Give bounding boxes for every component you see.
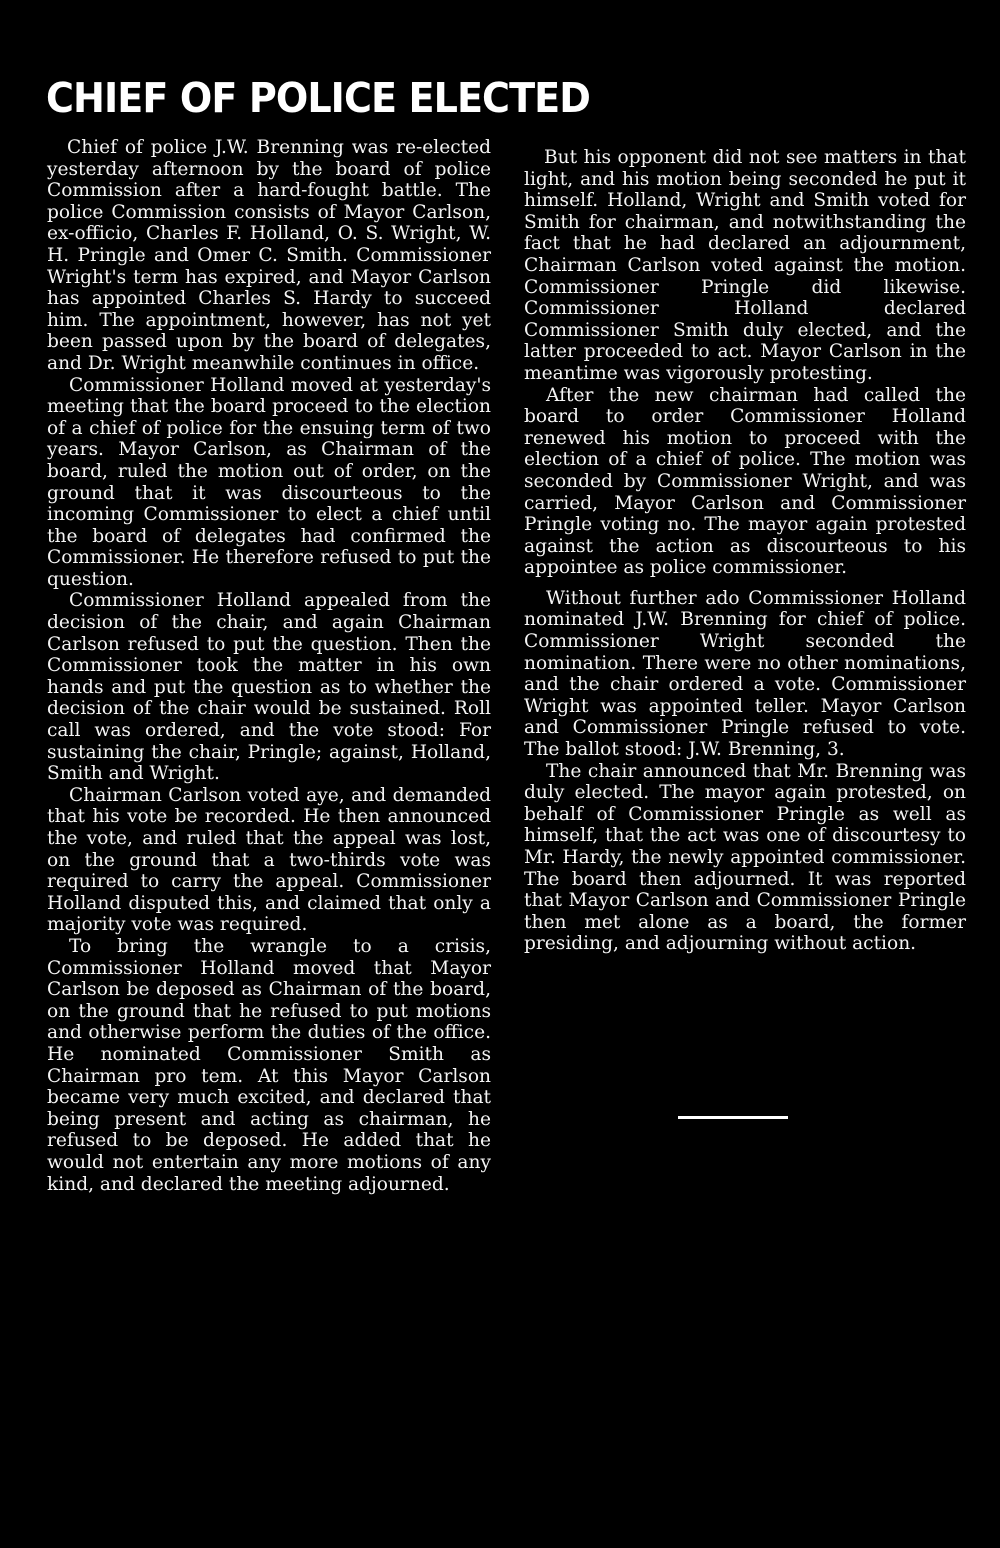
paragraph: Chief of police J.W. Brenning was re-elected yesterday afternoon by the board of police Commission after a hard-fought battle. The police Commission consists of Mayor Carlson, ex-officio, Charles F. Holland, O. S. Wright, W. H. Pringle and Omer C. Smith. Commissioner Wright's term has expired, and Mayor Carlson has appointed Charles S. Hardy to succeed him. The appointment, however, has not yet been passed upon by the board of delegates, and Dr. Wright meanwhile continues in office.: [47, 137, 491, 374]
right-column: [524, 147, 966, 955]
paragraph: After the new chairman had called the board to order Commissioner Holland renewed his motion to proceed with the election of a chief of police. The motion was seconded by Commissioner Wright, and was carried, Mayor Carlson and Commissioner Pringle voting no. The mayor again protested against the action as discourteous to his appointee as police commissioner.: [524, 384, 966, 579]
end-rule: [678, 1116, 788, 1119]
paragraph: Commissioner Holland moved at yesterday's meeting that the board proceed to the election of a chief of police for the ensuing term of two years. Mayor Carlson, as Chairman of the board, ruled the motion out of order, on the ground that it was discourteous to the incoming Commissioner to elect a chief until the board of delegates had confirmed the Commissioner. He therefore refused to put the question.: [47, 374, 491, 590]
paragraph: Chairman Carlson voted aye, and demanded that his vote be recorded. He then announced the vote, and ruled that the appeal was lost, on the ground that a two-thirds vote was required to carry the appeal. Commissioner Holland disputed this, and claimed that only a majority vote was required.: [47, 784, 491, 936]
paragraph: The chair announced that Mr. Brenning was duly elected. The mayor again protested, on behalf of Commissioner Pringle as well as himself, that the act was one of discourtesy to Mr. Hardy, the newly appointed commissioner. The board then adjourned. It was reported that Mayor Carlson and Commissioner Pringle then met alone as a board, the former presiding, and adjourning without action.: [524, 760, 966, 955]
paragraph: Commissioner Holland appealed from the decision of the chair, and again Chairman Carlson refused to put the question. Then the Commissioner took the matter in his own hands and put the question as to whether the decision of the chair would be sustained. Roll call was ordered, and the vote stood: For sustaining the chair, Pringle; against, Holland, Smith and Wright.: [47, 590, 491, 785]
article-headline: CHIEF OF POLICE ELECTED: [46, 74, 591, 122]
paragraph: To bring the wrangle to a crisis, Commissioner Holland moved that Mayor Carlson be deposed as Chairman of the board, on the ground that he refused to put motions and otherwise perform the duties of the office. He nominated Commissioner Smith as Chairman pro tem. At this Mayor Carlson became very much excited, and declared that being present and acting as chairman, he refused to be deposed. He added that he would not entertain any more motions of any kind, and declared the meeting adjourned.: [47, 935, 491, 1195]
paragraph: Without further ado Commissioner Holland nominated J.W. Brenning for chief of police. Commissioner Wright seconded the nomination. There were no other nominations, and the chair ordered a vote. Commissioner Wright was appointed teller. Mayor Carlson and Commissioner Pringle refused to vote. The ballot stood: J.W. Brenning, 3.: [524, 587, 966, 761]
paragraph: But his opponent did not see matters in that light, and his motion being seconded he put it himself. Holland, Wright and Smith voted for Smith for chairman, and notwithstanding the fact that he had declared an adjournment, Chairman Carlson voted against the motion. Commissioner Pringle did likewise. Commissioner Holland declared Commissioner Smith duly elected, and the latter proceeded to act. Mayor Carlson in the meantime was vigorously protesting.: [524, 147, 966, 384]
left-column: [47, 137, 491, 1195]
